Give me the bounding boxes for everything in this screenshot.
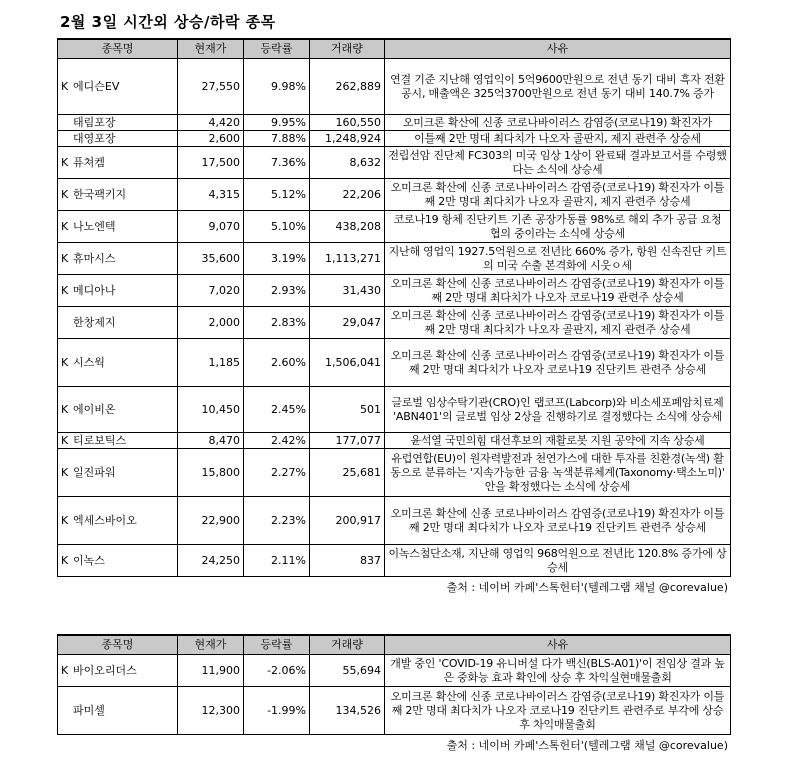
- table-row: [58, 497, 731, 545]
- table-row: [58, 275, 731, 307]
- table-header-row: [58, 39, 731, 59]
- market-mark: K: [61, 155, 69, 169]
- volume-cell: 160,550: [310, 115, 385, 131]
- change-cell: 7.88%: [244, 131, 310, 147]
- change-cell: 2.45%: [244, 387, 310, 433]
- price-cell: 15,800: [178, 449, 244, 497]
- source-note: 출처 : 네이버 카페'스톡헌터'(텔레그램 채널 @corevalue): [446, 739, 728, 752]
- reason-cell: 개발 중인 'COVID-19 유니버설 다가 백신(BLS-A01)'이 전임상 결과 높은 중화능 효과 확인에 상승 후 차익실현매물출회: [385, 655, 731, 687]
- change-cell: -2.06%: [244, 655, 310, 687]
- stock-name-cell: [58, 449, 178, 497]
- change-cell: -1.99%: [244, 687, 310, 735]
- stock-name: 태림포장: [73, 115, 116, 129]
- table-row: [58, 243, 731, 275]
- change-cell: 2.23%: [244, 497, 310, 545]
- table-row: [58, 211, 731, 243]
- reason-cell: 코로나19 항체 진단키트 기존 공장가동률 98%로 해외 추가 공급 요청 협의 중이라는 소식에 상승세: [385, 211, 731, 243]
- volume-cell: 1,113,271: [310, 243, 385, 275]
- market-mark: K: [61, 465, 69, 479]
- reason-cell: 전립선암 진단제 FC303의 미국 임상 1상이 완료돼 결과보고서를 수령했다는 소식에 상승세: [385, 147, 731, 179]
- table-row: [58, 433, 731, 449]
- change-cell: 2.83%: [244, 307, 310, 339]
- stock-name: 에이비온: [73, 402, 116, 416]
- stock-name: 메디아나: [73, 283, 116, 297]
- reason-cell: 오미크론 확산에 신종 코로나바이러스 감염증(코로나19) 확진자가 이틀째 2만 명대 최다치가 나오자 골판지, 제지 관련주 상승세: [385, 179, 731, 211]
- table-row: [58, 449, 731, 497]
- stock-name: 엑세스바이오: [73, 513, 137, 527]
- price-cell: 10,450: [178, 387, 244, 433]
- price-cell: 2,000: [178, 307, 244, 339]
- reason-cell: 오미크론 확산에 신종 코로나바이러스 감염증(코로나19) 확진자가 이틀째 2만 명대 최다치가 나오자 코로나19 진단키트 관련주로 부각에 상승 후 차익매물출회: [385, 687, 731, 735]
- reason-cell: 글로벌 임상수탁기관(CRO)인 랩코프(Labcorp)와 비소세포폐암치료제 'ABN401'의 글로벌 임상 2상을 진행하기로 결정했다는 소식에 상승세: [385, 387, 731, 433]
- market-mark: K: [61, 513, 69, 527]
- market-mark: K: [61, 553, 69, 567]
- volume-cell: 262,889: [310, 59, 385, 115]
- table-row: [58, 59, 731, 115]
- market-mark: K: [61, 283, 69, 297]
- stock-name-cell: [58, 243, 178, 275]
- volume-cell: 29,047: [310, 307, 385, 339]
- table-row: [58, 655, 731, 687]
- stock-name-cell: [58, 115, 178, 131]
- table-header-row: [58, 635, 731, 655]
- stock-name-cell: [58, 147, 178, 179]
- change-cell: 2.42%: [244, 433, 310, 449]
- price-cell: 35,600: [178, 243, 244, 275]
- rising-stocks-table: [57, 38, 731, 577]
- table-row: [58, 339, 731, 387]
- stock-name: 대영포장: [73, 131, 116, 145]
- stock-name-cell: [58, 497, 178, 545]
- stock-name: 시스웍: [73, 355, 105, 369]
- stock-name: 바이오리더스: [73, 663, 137, 677]
- stock-name-cell: [58, 179, 178, 211]
- table-row: [58, 131, 731, 147]
- market-mark: K: [61, 402, 69, 416]
- header-change: 등락률: [244, 39, 310, 59]
- falling-table-body: [58, 655, 731, 735]
- price-cell: 1,185: [178, 339, 244, 387]
- price-cell: 27,550: [178, 59, 244, 115]
- market-mark: K: [61, 355, 69, 369]
- price-cell: 2,600: [178, 131, 244, 147]
- stock-name: 한창제지: [73, 315, 116, 329]
- price-cell: 4,315: [178, 179, 244, 211]
- price-cell: 22,900: [178, 497, 244, 545]
- stock-name: 나노엔텍: [73, 219, 116, 233]
- price-cell: 12,300: [178, 687, 244, 735]
- falling-stocks-table: [57, 634, 731, 735]
- volume-cell: 438,208: [310, 211, 385, 243]
- change-cell: 5.12%: [244, 179, 310, 211]
- change-cell: 9.95%: [244, 115, 310, 131]
- table-row: [58, 115, 731, 131]
- volume-cell: 55,694: [310, 655, 385, 687]
- stock-name: 이녹스: [73, 553, 105, 567]
- price-cell: 8,470: [178, 433, 244, 449]
- table-row: [58, 147, 731, 179]
- stock-name: 일진파워: [73, 465, 116, 479]
- price-cell: 17,500: [178, 147, 244, 179]
- market-mark: K: [61, 187, 69, 201]
- price-cell: 9,070: [178, 211, 244, 243]
- table-row: [58, 179, 731, 211]
- volume-cell: 22,206: [310, 179, 385, 211]
- volume-cell: 501: [310, 387, 385, 433]
- header-name: 종목명: [58, 635, 178, 655]
- header-volume: 거래량: [310, 39, 385, 59]
- change-cell: 2.27%: [244, 449, 310, 497]
- market-mark: K: [61, 433, 69, 447]
- reason-cell: 연결 기준 지난해 영업익이 5억9600만원으로 전년 동기 대비 흑자 전환 공시, 매출액은 325억3700만원으로 전년 동기 대비 140.7% 증가: [385, 59, 731, 115]
- header-name: 종목명: [58, 39, 178, 59]
- stock-name: 한국팩키지: [73, 187, 127, 201]
- volume-cell: 837: [310, 545, 385, 577]
- change-cell: 5.10%: [244, 211, 310, 243]
- rising-table-body: [58, 59, 731, 577]
- reason-cell: 오미크론 확산에 신종 코로나바이러스 감염증(코로나19) 확진자가 이틀째 2만 명대 최다치가 나오자 코로나19 관련주 상승세: [385, 275, 731, 307]
- price-cell: 4,420: [178, 115, 244, 131]
- header-price: 현재가: [178, 635, 244, 655]
- reason-cell: 오미크론 확산에 신종 코로나바이러스 감염증(코로나19) 확진자가: [385, 115, 731, 131]
- table-row: [58, 307, 731, 339]
- stock-name-cell: [58, 59, 178, 115]
- change-cell: 9.98%: [244, 59, 310, 115]
- stock-name-cell: [58, 433, 178, 449]
- stock-name-cell: [58, 307, 178, 339]
- stock-name-cell: [58, 387, 178, 433]
- stock-name-cell: [58, 131, 178, 147]
- stock-name-cell: [58, 211, 178, 243]
- change-cell: 2.11%: [244, 545, 310, 577]
- table-row: [58, 545, 731, 577]
- stock-name-cell: [58, 339, 178, 387]
- market-mark: K: [61, 79, 69, 93]
- price-cell: 11,900: [178, 655, 244, 687]
- stock-name: 에디슨EV: [73, 79, 120, 93]
- stock-name: 파미셀: [73, 703, 105, 717]
- stock-name: 퓨쳐켐: [73, 155, 105, 169]
- reason-cell: 윤석열 국민의힘 대선후보의 재활로봇 지원 공약에 지속 상승세: [385, 433, 731, 449]
- reason-cell: 지난해 영업익 1927.5억원으로 전년比 660% 증가, 항원 신속진단 키트의 미국 수출 본격화에 시웃ㅇ세: [385, 243, 731, 275]
- header-price: 현재가: [178, 39, 244, 59]
- market-mark: K: [61, 663, 69, 677]
- volume-cell: 8,632: [310, 147, 385, 179]
- market-mark: K: [61, 219, 69, 233]
- reason-cell: 유럽연합(EU)이 원자력발전과 천연가스에 대한 투자를 친환경(녹색) 활동으로 분류하는 '지속가능한 금융 녹색분류체계(Taxonomy·택소노미)' 안을 확정했다는 소식에 상승세: [385, 449, 731, 497]
- header-reason: 사유: [385, 39, 731, 59]
- price-cell: 7,020: [178, 275, 244, 307]
- price-cell: 24,250: [178, 545, 244, 577]
- change-cell: 2.93%: [244, 275, 310, 307]
- stock-name-cell: [58, 275, 178, 307]
- volume-cell: 1,506,041: [310, 339, 385, 387]
- reason-cell: 오미크론 확산에 신종 코로나바이러스 감염증(코로나19) 확진자가 이틀째 2만 명대 최다치가 나오자 골판지, 제지 관련주 상승세: [385, 307, 731, 339]
- stock-name: 티로보틱스: [73, 433, 127, 447]
- table-row: [58, 687, 731, 735]
- stock-name-cell: [58, 545, 178, 577]
- change-cell: 3.19%: [244, 243, 310, 275]
- volume-cell: 25,681: [310, 449, 385, 497]
- market-mark: K: [61, 251, 69, 265]
- volume-cell: 134,526: [310, 687, 385, 735]
- header-reason: 사유: [385, 635, 731, 655]
- reason-cell: 오미크론 확산에 신종 코로나바이러스 감염증(코로나19) 확진자가 이틀째 2만 명대 최다치가 나오자 코로나19 진단키트 관련주 상승세: [385, 339, 731, 387]
- reason-cell: 오미크론 확산에 신종 코로나바이러스 감염증(코로나19) 확진자가 이틀째 2만 명대 최다치가 나오자 코로나19 진단키트 관련주 상승세: [385, 497, 731, 545]
- table-row: [58, 387, 731, 433]
- volume-cell: 1,248,924: [310, 131, 385, 147]
- header-change: 등락률: [244, 635, 310, 655]
- reason-cell: 이녹스첨단소재, 지난해 영업익 968억원으로 전년比 120.8% 증가에 상승세: [385, 545, 731, 577]
- page-title: 2월 3일 시간외 상승/하락 종목: [60, 13, 276, 31]
- change-cell: 2.60%: [244, 339, 310, 387]
- change-cell: 7.36%: [244, 147, 310, 179]
- stock-name-cell: [58, 655, 178, 687]
- reason-cell: 이틀째 2만 명대 최다치가 나오자 골판지, 제지 관련주 상승세: [385, 131, 731, 147]
- volume-cell: 177,077: [310, 433, 385, 449]
- volume-cell: 31,430: [310, 275, 385, 307]
- header-volume: 거래량: [310, 635, 385, 655]
- stock-name: 휴마시스: [73, 251, 116, 265]
- source-note: 출처 : 네이버 카페'스톡헌터'(텔레그램 채널 @corevalue): [446, 581, 728, 594]
- volume-cell: 200,917: [310, 497, 385, 545]
- stock-name-cell: [58, 687, 178, 735]
